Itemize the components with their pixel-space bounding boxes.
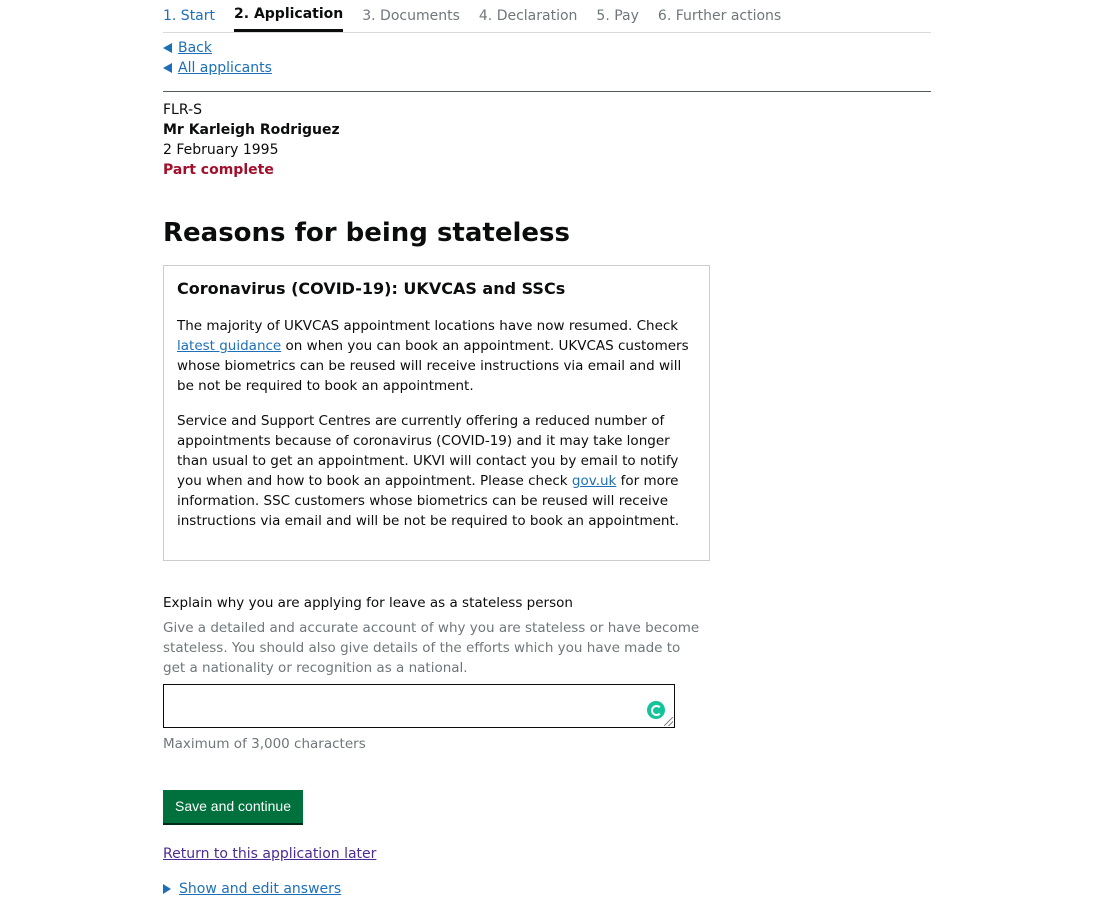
applicant-summary bbox=[163, 100, 340, 180]
step-start[interactable]: 1. Start bbox=[163, 8, 216, 24]
back-link-row bbox=[163, 39, 212, 57]
back-link[interactable]: Back bbox=[178, 40, 212, 56]
step-application: 2. Application bbox=[234, 0, 343, 32]
status-badge: Part complete bbox=[163, 162, 274, 178]
resize-handle-icon[interactable] bbox=[664, 717, 673, 726]
reasons-textarea[interactable] bbox=[163, 684, 675, 728]
step-pay: 5. Pay bbox=[596, 8, 639, 24]
notice-paragraph-2 bbox=[177, 411, 696, 531]
notice-title: Coronavirus (COVID-19): UKVCAS and SSCs bbox=[177, 279, 566, 298]
notice-paragraph-1 bbox=[177, 316, 696, 396]
save-and-continue-button[interactable]: Save and continue bbox=[163, 790, 303, 823]
question-label: Explain why you are applying for leave as a stateless person bbox=[163, 595, 573, 611]
notice-p2-text-end: for more information. SSC customers whose biometrics can be reused will receive instructions via email and will be not be required to book an appointment. bbox=[177, 473, 680, 529]
triangle-left-icon bbox=[163, 63, 172, 73]
section-divider bbox=[163, 91, 931, 92]
triangle-right-icon bbox=[163, 884, 171, 894]
applicant-dob: 2 February 1995 bbox=[163, 142, 279, 158]
page-title: Reasons for being stateless bbox=[163, 218, 570, 248]
show-edit-answers-toggle[interactable] bbox=[163, 880, 341, 898]
form-code: FLR-S bbox=[163, 102, 202, 118]
all-applicants-link[interactable]: All applicants bbox=[178, 60, 272, 76]
step-declaration: 4. Declaration bbox=[478, 8, 578, 24]
triangle-left-icon bbox=[163, 43, 172, 53]
progress-steps bbox=[163, 0, 931, 33]
notice-p2-text: Service and Support Centres are currently offering a reduced number of appointments because of coronavirus (COVID-19) and it may take longer than usual to get an appointment. UKVI will contact you by email to notify you when and how to book an appointment. Please check bbox=[177, 413, 679, 489]
step-further-actions: 6. Further actions bbox=[657, 8, 782, 24]
gov-uk-link[interactable]: gov.uk bbox=[571, 473, 617, 489]
all-applicants-row bbox=[163, 59, 272, 77]
question-hint: Give a detailed and accurate account of why you are stateless or have become stateless. You should also give details of the efforts which you have made to get a nationality or recognition as a national. bbox=[163, 620, 700, 676]
step-documents: 3. Documents bbox=[362, 8, 460, 24]
applicant-name: Mr Karleigh Rodriguez bbox=[163, 122, 340, 138]
notice-p1-text: The majority of UKVCAS appointment locations have now resumed. Check bbox=[177, 318, 679, 334]
covid-notice bbox=[163, 265, 710, 561]
return-later-link[interactable]: Return to this application later bbox=[163, 846, 377, 862]
notice-p1-text-end: on when you can book an appointment. UKVCAS customers whose biometrics can be reused will receive instructions via email and will be not be required to book an appointment. bbox=[177, 338, 689, 394]
latest-guidance-link[interactable]: latest guidance bbox=[177, 338, 282, 354]
grammarly-icon[interactable] bbox=[647, 701, 665, 719]
character-limit-hint: Maximum of 3,000 characters bbox=[163, 736, 366, 752]
show-edit-answers-link[interactable]: Show and edit answers bbox=[179, 881, 342, 897]
